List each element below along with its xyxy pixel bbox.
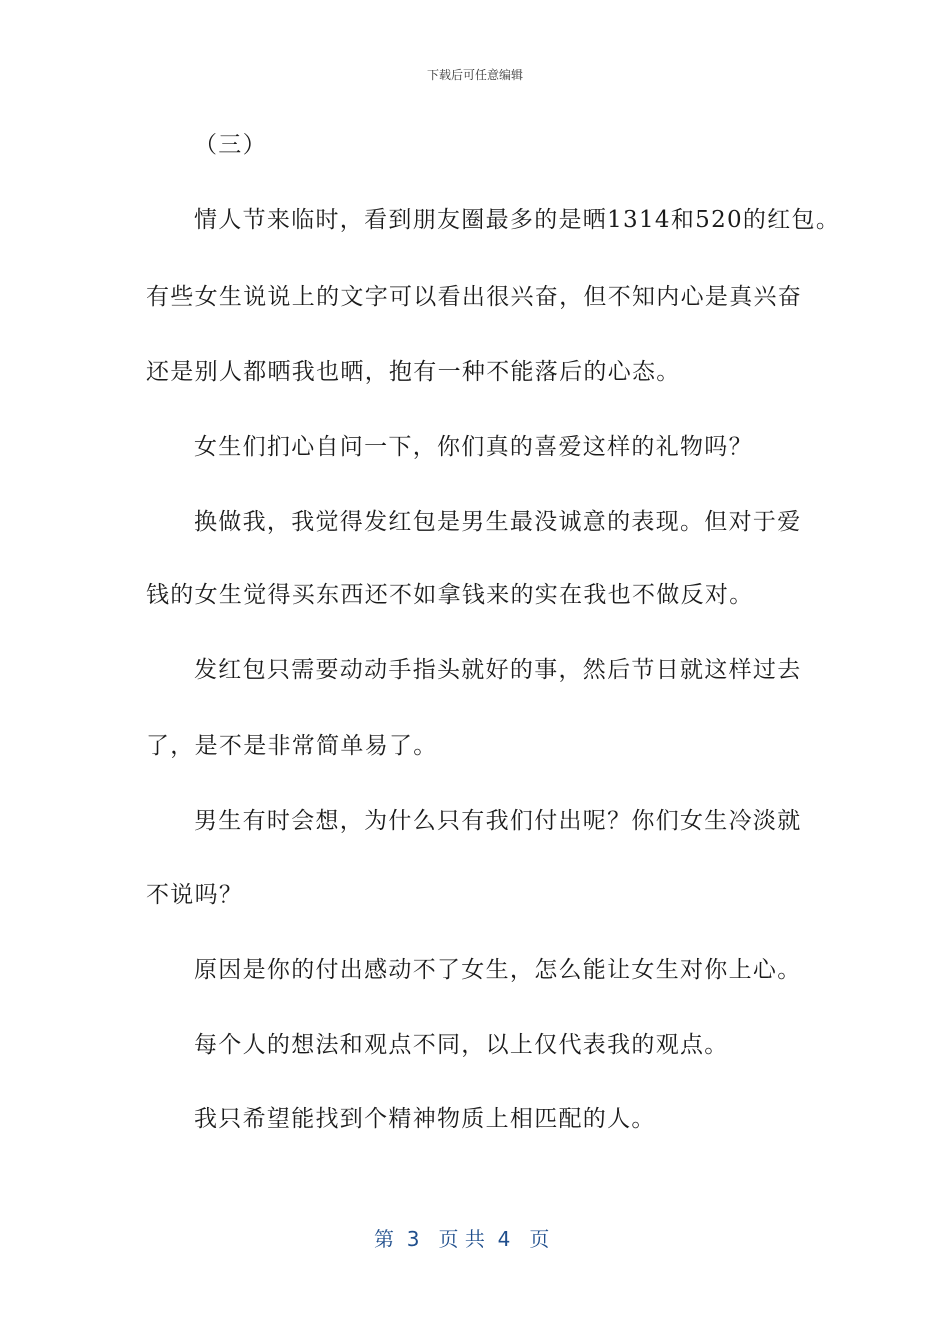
paragraph-line: 有些女生说说上的文字可以看出很兴奋，但不知内心是真兴奋 — [146, 284, 803, 310]
header-note: 下载后可任意编辑 — [426, 68, 523, 82]
paragraph-line: 女生们扪心自问一下，你们真的喜爱这样的礼物吗？ — [194, 434, 753, 460]
paragraph-line: 换做我，我觉得发红包是男生最没诚意的表现。但对于爱 — [194, 509, 802, 535]
paragraph-line: 男生有时会想，为什么只有我们付出呢？你们女生冷淡就 — [194, 808, 802, 834]
page-footer: 第 3 页 共 4 页 — [374, 1227, 550, 1251]
paragraph-line: 发红包只需要动动手指头就好的事，然后节日就这样过去 — [194, 657, 802, 683]
paragraph-line: 每个人的想法和观点不同，以上仅代表我的观点。 — [194, 1032, 729, 1058]
paragraph-line: 钱的女生觉得买东西还不如拿钱来的实在我也不做反对。 — [146, 582, 754, 608]
paragraph-line: 情人节来临时，看到朋友圈最多的是晒1314和520的红包。 — [194, 207, 841, 233]
paragraph-line: 我只希望能找到个精神物质上相匹配的人。 — [194, 1106, 656, 1132]
paragraph-line: 原因是你的付出感动不了女生，怎么能让女生对你上心。 — [194, 957, 802, 983]
paragraph-line: 不说吗？ — [146, 882, 244, 908]
section-number: （三） — [194, 132, 267, 158]
paragraph-line: 还是别人都晒我也晒，抱有一种不能落后的心态。 — [146, 359, 681, 385]
paragraph-line: 了，是不是非常简单易了。 — [146, 733, 438, 759]
